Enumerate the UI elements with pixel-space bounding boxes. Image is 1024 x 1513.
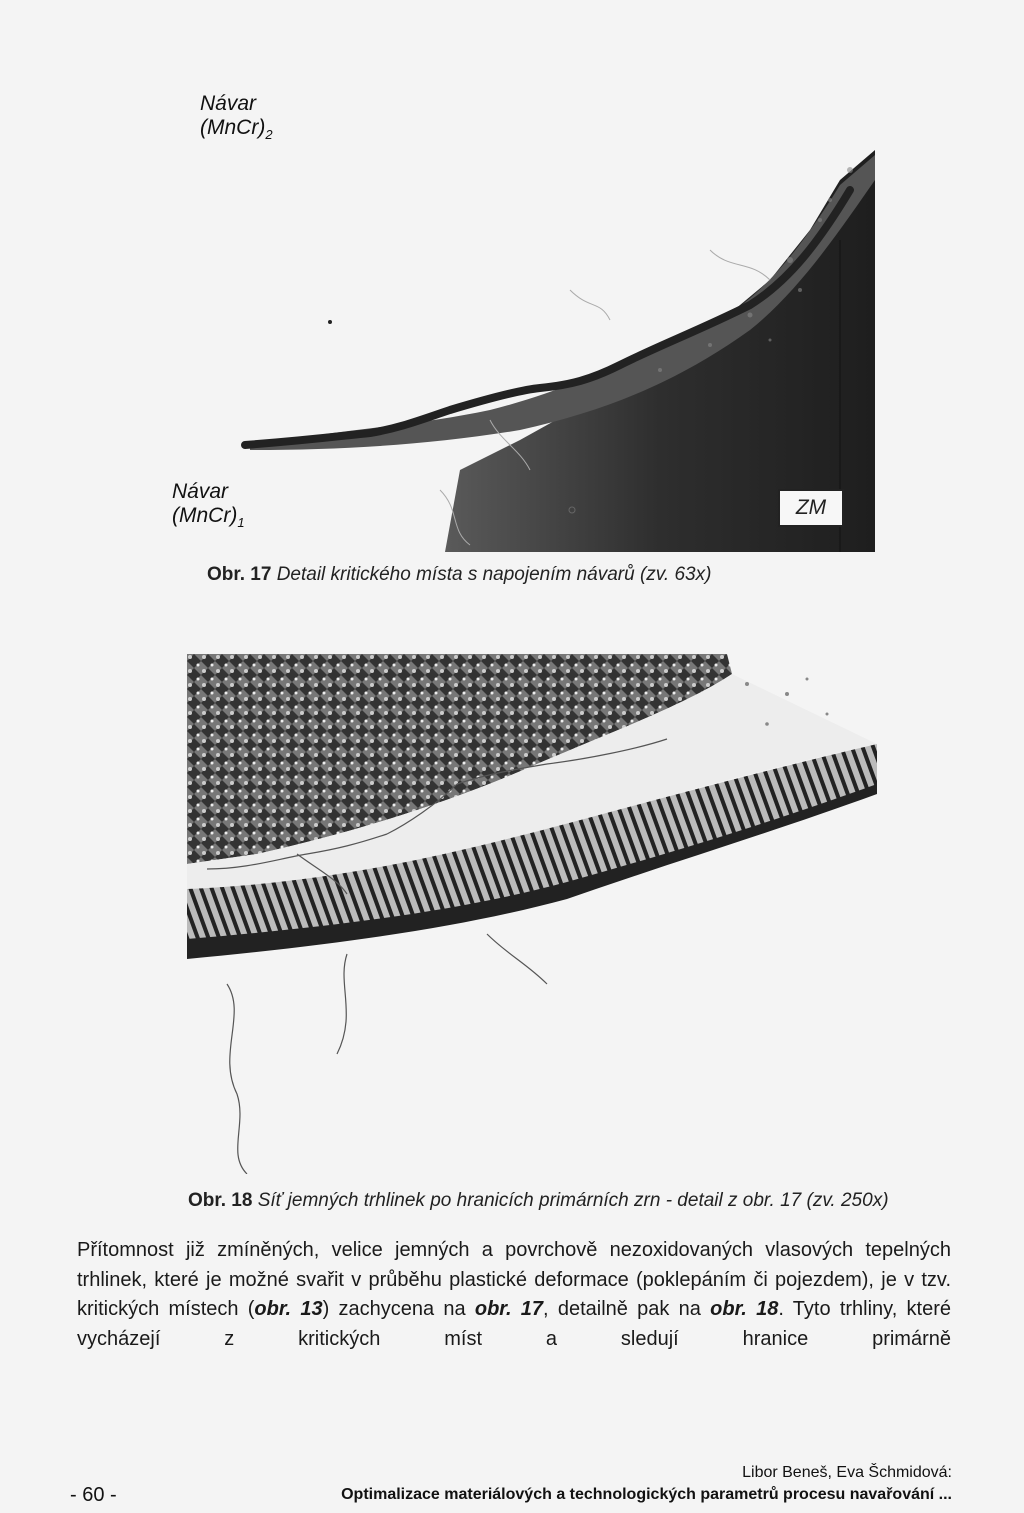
figure-17-label-top xyxy=(200,92,273,147)
label-top-line1: Návar xyxy=(200,92,257,115)
paragraph-part4: . Tyto trhliny, které vycházejí z kritických míst a sledují hranice primárně xyxy=(77,1298,951,1350)
figure-17-micrograph xyxy=(190,140,880,552)
figure-18-caption-text: Síť jemných trhlinek po hranicích primárních zrn - detail z obr. 17 (zv. 250x) xyxy=(257,1190,889,1211)
label-bottom-line1: Návar xyxy=(172,480,229,503)
paragraph-ref-obr-13: obr. 13 xyxy=(254,1298,323,1320)
paragraph-part3: , detailně pak na xyxy=(543,1298,711,1320)
figure-17-caption-text: Detail kritického místa s napojením návarů (zv. 63x) xyxy=(276,564,712,585)
figure-18-micrograph xyxy=(187,654,877,1174)
paragraph-part1: Přítomnost již zmíněných, velice jemných a povrchově nezoxidovaných vlasových tepelných trhlinek, které je možné svařit v průběhu plastické deformace (poklepáním či pojezdem), je v tzv. kritických místech ( xyxy=(77,1239,951,1320)
label-bottom-line2: $(MnCr)_1$ xyxy=(172,504,245,530)
page-number: - 60 - xyxy=(70,1484,117,1506)
paragraph-ref-obr-17: obr. 17 xyxy=(474,1298,544,1320)
figure-17-caption-number: Obr. 17 xyxy=(207,564,272,585)
figure-18-caption xyxy=(188,1190,889,1212)
zm-label-box: ZM xyxy=(778,489,844,527)
figure-18-caption-number: Obr. 18 xyxy=(188,1190,253,1211)
footer-authors: Libor Beneš, Eva Šchmidová: xyxy=(742,1464,952,1481)
footer-book-title: Optimalizace materiálových a technologických parametrů procesu navařování ... xyxy=(341,1486,952,1503)
body-paragraph xyxy=(77,1236,951,1354)
paragraph-ref-obr-18: obr. 18 xyxy=(710,1298,779,1320)
figure-17-caption xyxy=(207,564,711,586)
label-top-line2: $(MnCr)_2$ xyxy=(200,116,273,142)
paragraph-part2: ) zachycena na xyxy=(322,1298,475,1320)
figure-17-label-bottom xyxy=(172,480,245,535)
